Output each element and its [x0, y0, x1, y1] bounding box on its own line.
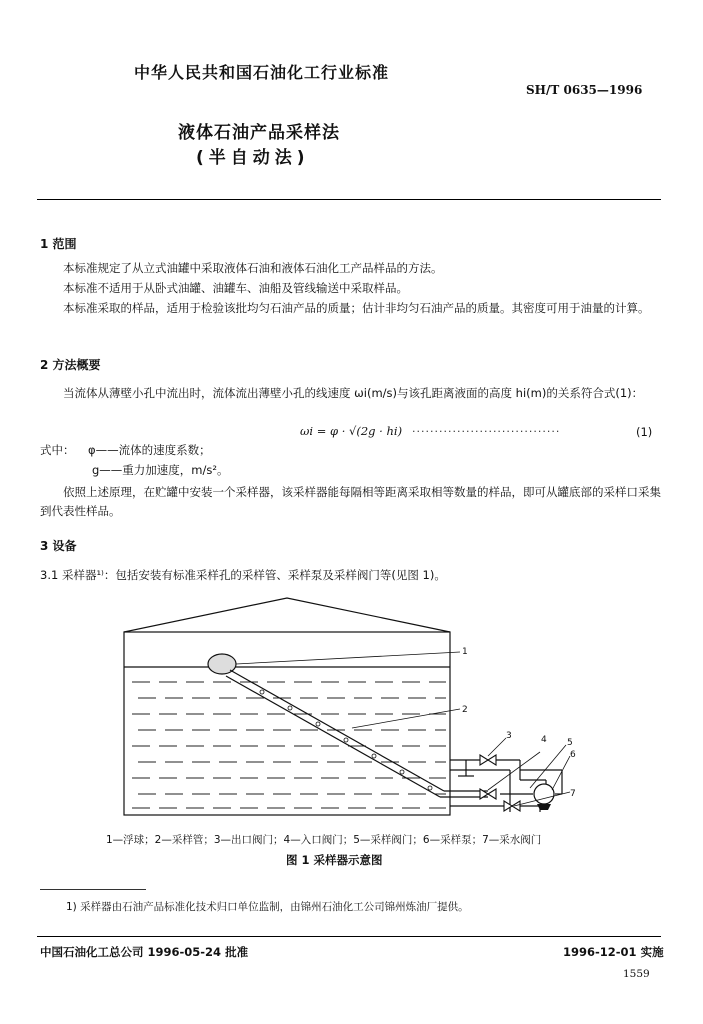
approval-date: 中国石油化工总公司 1996-05-24 批准: [40, 945, 249, 959]
water-valve-icon: [504, 801, 520, 811]
section-1-para-2: 本标准不适用于从卧式油罐、油罐车、油船及管线输送中采取样品。: [63, 281, 408, 295]
sampler-diagram: [0, 590, 703, 830]
footnote-1: 1) 采样器由石油产品标准化技术归口单位监制，由锦州石油化工公司锦州炼油厂提供。: [66, 901, 469, 913]
figure-legend: 1—浮球；2—采样管；3—出口阀门；4—入口阀门；5—采样阀门；6—采样泵；7—采水阀门: [106, 834, 542, 846]
callout-6: 6: [570, 750, 576, 760]
where-label: 式中：: [40, 443, 75, 457]
section-1-para-1: 本标准规定了从立式油罐中采取液体石油和液体石油化工产品样品的方法。: [63, 261, 443, 275]
page-number: 1559: [623, 968, 650, 980]
formula-number: (1): [636, 425, 653, 439]
document-subtitle: (半自动法): [196, 148, 310, 168]
where-phi: φ——流体的速度系数；: [88, 443, 211, 457]
footnote-divider: [40, 889, 146, 890]
section-3-item-1: 3.1 采样器¹⁾：包括安装有标准采样孔的采样管、采样泵及采样阀门等(见图 1)。: [40, 568, 446, 582]
callout-leaders: [236, 652, 570, 806]
standard-number: SH/T 0635—1996: [526, 83, 643, 97]
pump-base: [537, 804, 551, 810]
section-2-para-1: 当流体从薄壁小孔中流出时，流体流出薄壁小孔的线速度 ωi(m/s)与该孔距离液面的高度 hi(m)的关系符合式(1)：: [63, 386, 644, 400]
formula-1: ωi = φ · √(2g · hi): [300, 424, 403, 438]
section-3-heading: 3 设备: [40, 539, 77, 553]
formula-leader-dots: ·································: [412, 425, 561, 438]
section-1-para-3: 本标准采取的样品，适用于检验该批均匀石油产品的质量；估计非均匀石油产品的质量。其密度可用于油量的计算。: [63, 301, 650, 315]
tank-roof: [124, 598, 450, 632]
header-divider: [37, 199, 661, 200]
document-title: 液体石油产品采样法: [178, 123, 340, 143]
callout-3: 3: [506, 731, 512, 741]
callout-1: 1: [462, 647, 468, 657]
figure-title: 图 1 采样器示意图: [286, 853, 383, 867]
footer-divider: [37, 936, 661, 937]
section-2-heading: 2 方法概要: [40, 358, 101, 372]
callout-5: 5: [567, 738, 573, 748]
effective-date: 1996-12-01 实施: [563, 945, 664, 959]
standard-category: 中华人民共和国石油化工行业标准: [134, 63, 390, 82]
section-2-para-2: 依照上述原理，在贮罐中安装一个采样器，该采样器能每隔相等距离采取相等数量的样品，即可从罐底部的采样口采集到代表性样品。: [40, 485, 661, 518]
callout-2: 2: [462, 705, 468, 715]
callout-7: 7: [570, 789, 576, 799]
tank-body: [124, 632, 450, 815]
sample-holes: [260, 690, 432, 790]
outlet-valve-icon: [480, 755, 496, 765]
section-1-heading: 1 范围: [40, 237, 77, 251]
callout-4: 4: [541, 735, 547, 745]
liquid-hatching: [132, 682, 446, 808]
where-g: g——重力加速度，m/s²。: [92, 463, 229, 477]
pump-icon: [534, 784, 554, 804]
